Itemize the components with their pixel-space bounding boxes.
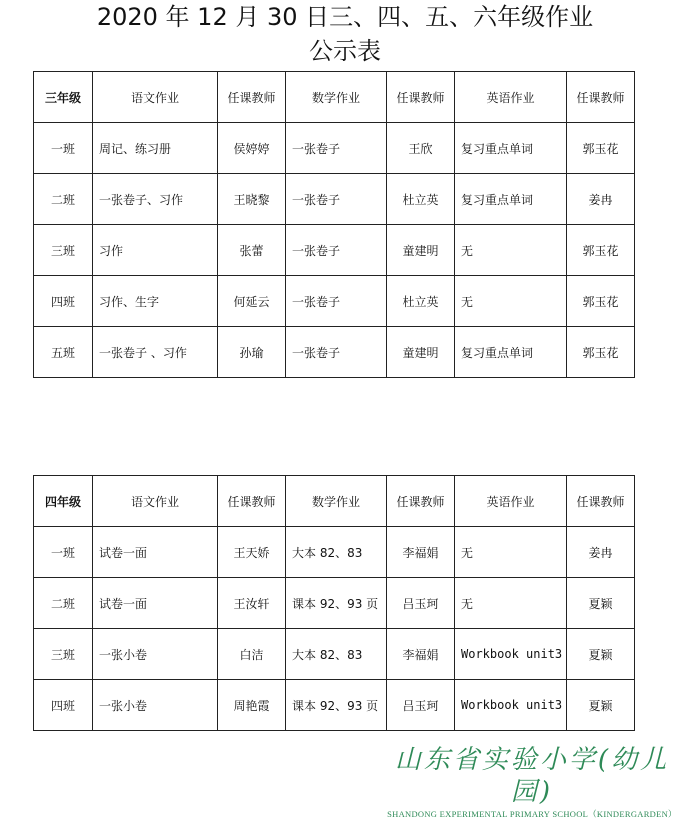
teacher-cell: 杜立英 — [387, 174, 455, 225]
teacher-cell: 夏颖 — [567, 629, 635, 680]
teacher-cell: 王汝轩 — [218, 578, 286, 629]
class-cell: 三班 — [34, 629, 93, 680]
chinese-homework-cell: 习作 — [93, 225, 218, 276]
table-row — [34, 629, 635, 680]
table-row — [34, 276, 635, 327]
teacher-cell: 周艳霞 — [218, 680, 286, 731]
chinese-homework-cell: 周记、练习册 — [93, 123, 218, 174]
teacher-cell: 何延云 — [218, 276, 286, 327]
class-cell: 二班 — [34, 578, 93, 629]
teacher-cell: 郭玉花 — [567, 123, 635, 174]
page-title: 2020 年 12 月 30 日三、四、五、六年级作业 — [96, 3, 594, 31]
table-row — [34, 174, 635, 225]
english-homework-cell: 无 — [455, 225, 567, 276]
english-homework-cell: 无 — [455, 527, 567, 578]
table-row — [34, 680, 635, 731]
math-homework-cell: 课本 92、93 页 — [286, 680, 387, 731]
teacher-cell: 李福娟 — [387, 629, 455, 680]
header-teacher: 任课教师 — [218, 476, 286, 527]
header-teacher: 任课教师 — [387, 476, 455, 527]
math-homework-cell: 一张卷子 — [286, 174, 387, 225]
table-header-row — [34, 476, 635, 527]
header-teacher: 任课教师 — [218, 72, 286, 123]
header-english-homework: 英语作业 — [455, 476, 567, 527]
chinese-homework-cell: 一张卷子 、习作 — [93, 327, 218, 378]
teacher-cell: 郭玉花 — [567, 225, 635, 276]
class-cell: 五班 — [34, 327, 93, 378]
teacher-cell: 夏颖 — [567, 680, 635, 731]
teacher-cell: 王天娇 — [218, 527, 286, 578]
teacher-cell: 王欣 — [387, 123, 455, 174]
table-header-row — [34, 72, 635, 123]
chinese-homework-cell: 一张卷子、习作 — [93, 174, 218, 225]
header-chinese-homework: 语文作业 — [93, 72, 218, 123]
english-homework-cell: 无 — [455, 276, 567, 327]
math-homework-cell: 大本 82、83 — [286, 629, 387, 680]
header-math-homework: 数学作业 — [286, 476, 387, 527]
math-homework-cell: 一张卷子 — [286, 225, 387, 276]
school-logo — [382, 744, 682, 820]
table-row — [34, 527, 635, 578]
class-cell: 三班 — [34, 225, 93, 276]
school-name-english: SHANDONG EXPERIMENTAL PRIMARY SCHOOL（KINDERGARDEN） — [387, 809, 677, 819]
english-homework-cell: 复习重点单词 — [455, 327, 567, 378]
table-row — [34, 578, 635, 629]
table-row — [34, 123, 635, 174]
class-cell: 一班 — [34, 527, 93, 578]
teacher-cell: 郭玉花 — [567, 327, 635, 378]
grade-label: 三年级 — [34, 72, 93, 123]
header-teacher: 任课教师 — [387, 72, 455, 123]
chinese-homework-cell: 试卷一面 — [93, 527, 218, 578]
teacher-cell: 王晓黎 — [218, 174, 286, 225]
class-cell: 四班 — [34, 276, 93, 327]
teacher-cell: 童建明 — [387, 225, 455, 276]
school-name-chinese: 山东省实验小学(幼儿园) — [394, 745, 670, 807]
class-cell: 四班 — [34, 680, 93, 731]
grade-label: 四年级 — [34, 476, 93, 527]
table-row — [34, 225, 635, 276]
class-cell: 二班 — [34, 174, 93, 225]
math-homework-cell: 大本 82、83 — [286, 527, 387, 578]
teacher-cell: 姜冉 — [567, 174, 635, 225]
teacher-cell: 姜冉 — [567, 527, 635, 578]
teacher-cell: 童建明 — [387, 327, 455, 378]
grade4-homework-table — [33, 475, 635, 731]
teacher-cell: 吕玉珂 — [387, 680, 455, 731]
header-english-homework: 英语作业 — [455, 72, 567, 123]
header-math-homework: 数学作业 — [286, 72, 387, 123]
english-homework-cell: Workbook unit3 — [455, 680, 567, 731]
page-subtitle: 公示表 — [309, 37, 381, 65]
teacher-cell: 李福娟 — [387, 527, 455, 578]
chinese-homework-cell: 习作、生字 — [93, 276, 218, 327]
class-cell: 一班 — [34, 123, 93, 174]
math-homework-cell: 课本 92、93 页 — [286, 578, 387, 629]
math-homework-cell: 一张卷子 — [286, 327, 387, 378]
english-homework-cell: 无 — [455, 578, 567, 629]
math-homework-cell: 一张卷子 — [286, 123, 387, 174]
teacher-cell: 侯婷婷 — [218, 123, 286, 174]
header-chinese-homework: 语文作业 — [93, 476, 218, 527]
table-row — [34, 327, 635, 378]
english-homework-cell: Workbook unit3 — [455, 629, 567, 680]
teacher-cell: 郭玉花 — [567, 276, 635, 327]
teacher-cell: 夏颖 — [567, 578, 635, 629]
english-homework-cell: 复习重点单词 — [455, 123, 567, 174]
teacher-cell: 张蕾 — [218, 225, 286, 276]
teacher-cell: 杜立英 — [387, 276, 455, 327]
chinese-homework-cell: 试卷一面 — [93, 578, 218, 629]
teacher-cell: 孙瑜 — [218, 327, 286, 378]
teacher-cell: 吕玉珂 — [387, 578, 455, 629]
header-teacher: 任课教师 — [567, 476, 635, 527]
english-homework-cell: 复习重点单词 — [455, 174, 567, 225]
math-homework-cell: 一张卷子 — [286, 276, 387, 327]
teacher-cell: 白洁 — [218, 629, 286, 680]
chinese-homework-cell: 一张小卷 — [93, 680, 218, 731]
header-teacher: 任课教师 — [567, 72, 635, 123]
chinese-homework-cell: 一张小卷 — [93, 629, 218, 680]
grade3-homework-table — [33, 71, 635, 378]
